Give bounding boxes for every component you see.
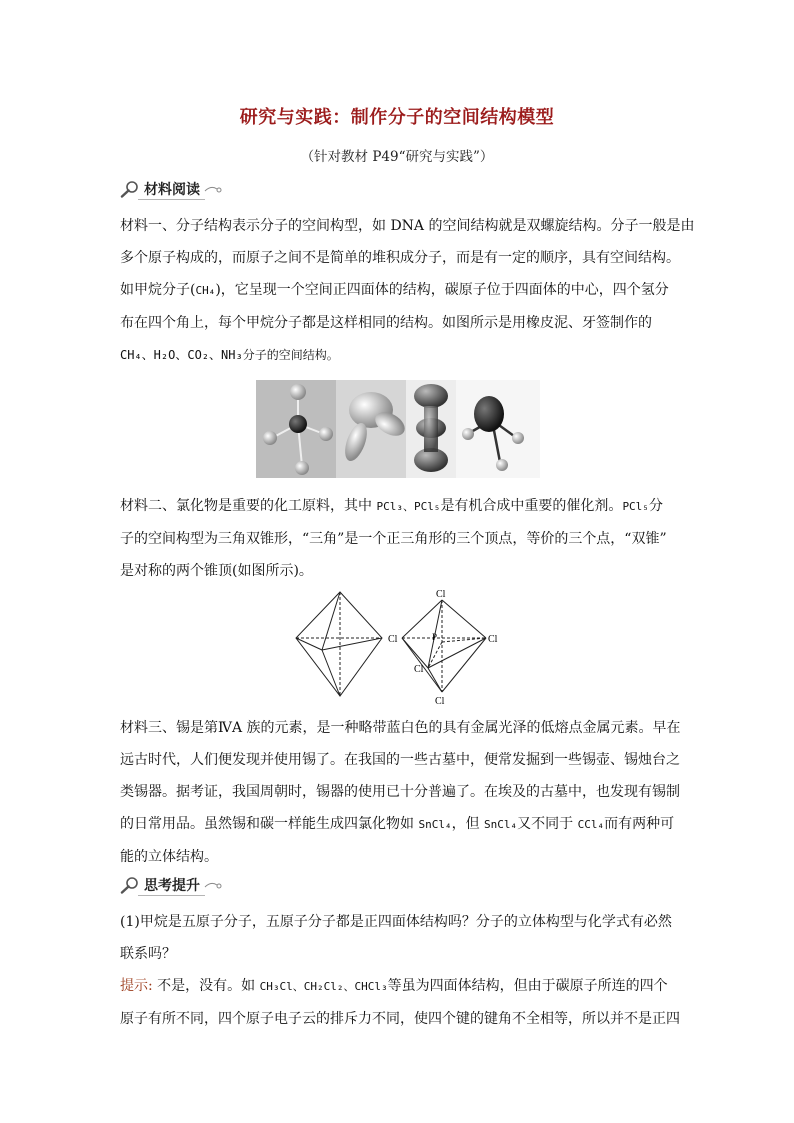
section-header-thinking: [120, 874, 223, 896]
section-title: 材料阅读: [144, 182, 200, 198]
text-line: 联系吗？: [120, 946, 176, 962]
material-three: [120, 712, 681, 873]
material-two: [120, 490, 676, 587]
text-line: 材料一、分子结构表示分子的空间构型，如 DNA 的空间结构就是双螺旋结构。分子一般是由: [120, 218, 695, 234]
trigonal-bipyramid-diagram: [292, 586, 508, 708]
text-line: (1)甲烷是五原子分子，五原子分子都是正四面体结构吗？分子的立体构型与化学式有必然: [120, 914, 672, 930]
label-cl-front: Cl: [414, 664, 424, 675]
chemical-formula: SnCl₄: [418, 818, 452, 831]
chemical-formula: CH₃Cl、CH₂Cl₂、CHCl₃: [259, 980, 388, 993]
label-cl-top: Cl: [436, 589, 446, 600]
text-line: [120, 490, 676, 523]
chemical-formula: CH₄: [195, 284, 216, 297]
text-span: 的日常用品。虽然锡和碳一样能生成四氯化物如: [120, 816, 419, 832]
material-one: [120, 210, 695, 371]
text-span: ，但: [451, 816, 485, 832]
chemical-formula: PCl₅: [622, 500, 649, 513]
chemical-formula: SnCl₄: [484, 818, 518, 831]
text-span: 不是，没有。如: [152, 978, 260, 994]
text-line: 多个原子构成的，而原子之间不是简单的堆积成分子，而是有一定的顺序，具有空间结构。: [120, 250, 680, 266]
molecule-models-photo: [256, 380, 540, 478]
scissors-decoration-icon: [203, 877, 223, 893]
label-cl-left: Cl: [388, 634, 398, 645]
pcl5-structure: [402, 600, 486, 692]
text-span: 分: [648, 498, 663, 514]
scissors-decoration-icon: [203, 181, 223, 197]
question-one: [120, 906, 680, 1035]
label-cl-bottom: Cl: [435, 696, 445, 707]
text-line: CH₄、H₂O、CO₂、NH₃分子的空间结构。: [120, 348, 339, 362]
text-span: 是有机合成中重要的催化剂。: [440, 498, 623, 514]
text-line: 材料三、锡是第ⅣA 族的元素，是一种略带蓝白色的具有金属光泽的低熔点金属元素。早在: [120, 720, 681, 736]
section-underline: [138, 199, 205, 200]
text-line: 远古时代，人们便发现并使用锡了。在我国的一些古墓中，便常发掘到一些锡壶、锡烛台之: [120, 752, 680, 768]
text-span: 等虽为四面体结构，但由于碳原子所连的四个: [387, 978, 668, 994]
magnifier-icon: [120, 180, 140, 198]
bipyramid-outline: [296, 592, 382, 696]
section-header-material-reading: [120, 178, 223, 200]
page-title: 研究与实践：制作分子的空间结构模型: [239, 107, 555, 128]
text-line: 是对称的两个锥顶(如图所示)。: [120, 563, 313, 579]
label-cl-right: Cl: [488, 634, 498, 645]
chemical-formula: PCl₃、PCl₅: [376, 500, 441, 513]
page-subtitle: （针对教材 P49“研究与实践”）: [300, 149, 494, 165]
text-line: 布在四个角上，每个甲烷分子都是这样相同的结构。如图所示是用橡皮泥、牙签制作的: [120, 315, 652, 331]
text-line: [120, 970, 676, 1003]
hint-label: 提示:: [120, 978, 153, 994]
chemical-formula: CCl₄: [577, 818, 605, 831]
text-span: 而有两种可: [604, 816, 675, 832]
text-line: [120, 808, 676, 841]
text-line: 原子有所不同，四个原子电子云的排斥力不同，使四个键的键角不全相等，所以并不是正四: [120, 1011, 680, 1027]
text-span: 又不同于: [517, 816, 578, 832]
text-line: 类锡器。据考证，我国周朝时，锡器的使用已十分普遍了。在埃及的古墓中，也发现有锡制: [120, 784, 680, 800]
carbon-dioxide-model: [414, 384, 448, 472]
label-p-center: P: [432, 632, 438, 642]
magnifier-icon: [120, 876, 140, 894]
text-line: [120, 274, 676, 307]
text-span: )，它呈现一个空间正四面体的结构，碳原子位于四面体的中心，四个氢分: [215, 282, 669, 298]
text-span: 材料二、氯化物是重要的化工原料，其中: [120, 498, 377, 514]
section-title: 思考提升: [144, 878, 200, 894]
section-underline: [138, 895, 205, 896]
text-line: 能的立体结构。: [120, 849, 218, 865]
text-span: 如甲烷分子(: [120, 282, 196, 298]
text-line: 子的空间构型为三角双锥形，“三角”是一个正三角形的三个顶点，等价的三个点，“双锥”: [120, 531, 667, 547]
